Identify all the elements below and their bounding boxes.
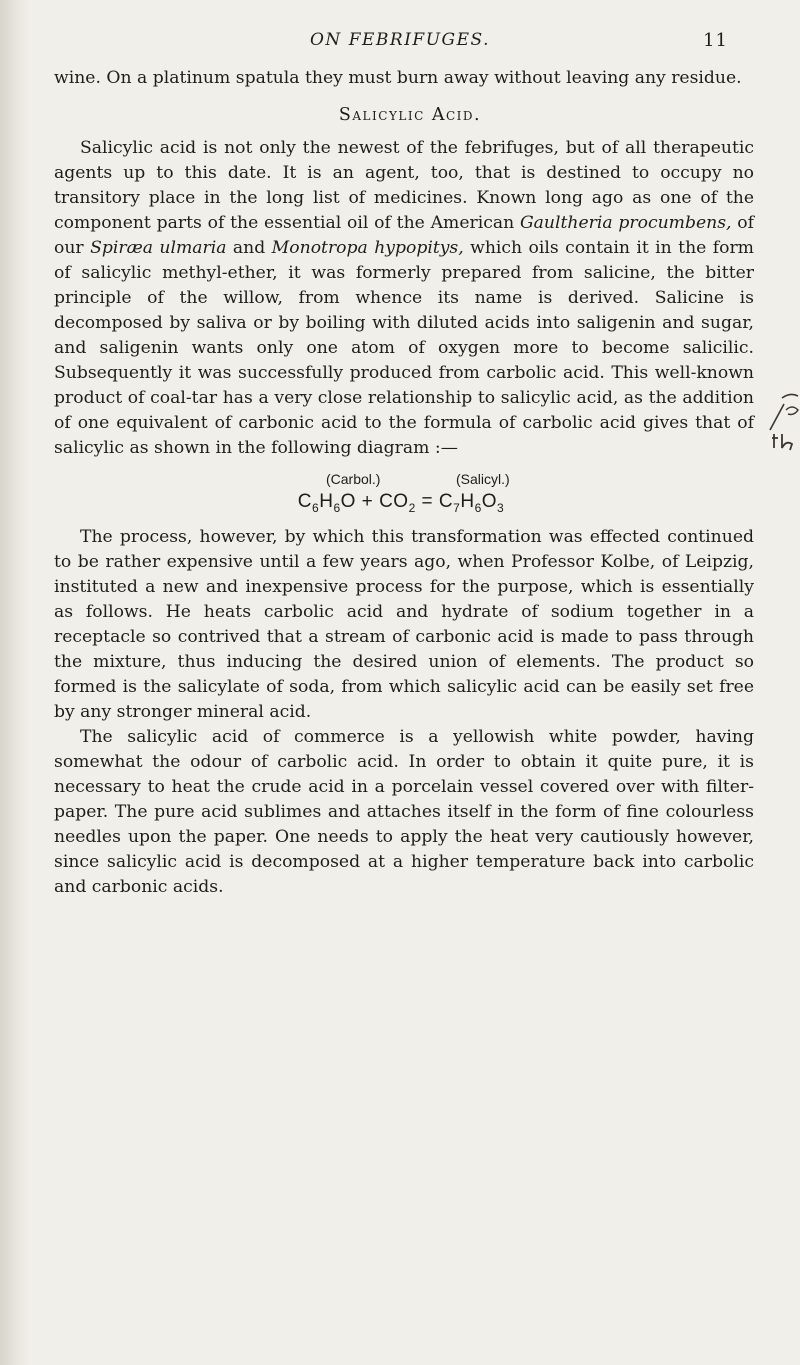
section-heading-text: Salicylic Acid. (338, 105, 482, 125)
text-run: which oils contain it in the form of salicylic methyl-ether, it was formerly prepared from salicine, the bitter principle of the willow, from whence its name is derived. Salicine is decomposed by saliva or by boiling with diluted acids into saligenin and sugar, and saligenin wants only one atom of oxygen more to become salicilic. Subsequently it was successfully produced from carbolic acid. This well-known product of coal-tar has a very close relationship to salicylic acid, as the addition of one equivalent of carbonic acid to the formula of carbolic acid gives that of salicylic as shown in the following diagram :— (54, 238, 754, 458)
formula-part: O (340, 491, 356, 512)
paragraph-kolbe-process: The process, however, by which this transformation was effected continued to be rather expensive until a few years ago, when Professor Kolbe, of Leipzig, instituted a new and inexpensive process for the purpose, which is essentially as follows. He heats carbolic acid and hydrate of sodium together in a receptacle so contrived that a stream of carbonic acid is made to pass through the mixture, thus inducing the desired union of elements. The product so formed is the salicylate of soda, from which salicylic acid can be easily set free by any stronger mineral acid. (54, 526, 754, 722)
formula-operator: = (415, 491, 439, 512)
pencil-stroke (770, 404, 784, 430)
formula-part: O (481, 491, 498, 512)
text-run: of our (54, 213, 754, 258)
pencil-stroke (782, 394, 798, 398)
formula-part: C (438, 491, 454, 512)
text-run: Salicylic acid is not only the newest of the febrifuges, but of all therapeutic agents up to this date. It is an agent, too, that is destined to occupy no transitory place in the long list of medicines. Known long ago as one of the component parts of the essential oil of the American (54, 138, 754, 233)
paragraph-salicylic-intro (54, 136, 754, 461)
paragraph-continued: wine. On a platinum spatula they must burn away without leaving any residue. (54, 68, 742, 88)
chemical-equation (48, 489, 754, 521)
pencil-stroke (772, 434, 792, 450)
body-text (54, 66, 754, 900)
binding-gutter (0, 0, 30, 1365)
formula-subscript: 3 (497, 500, 505, 515)
formula-subscript: 6 (333, 500, 341, 515)
italic-species: Spiræa ulmaria (90, 238, 227, 258)
formula-operator: + (355, 491, 380, 512)
handwritten-margin-note (760, 384, 800, 464)
page-header (0, 28, 800, 54)
page-number: 11 (703, 30, 728, 51)
formula-part: CO (379, 491, 409, 512)
formula-part: C (297, 491, 313, 512)
paragraph-commerce: The salicylic acid of commerce is a yellowish white powder, having somewhat the odour of carbolic acid. In order to obtain it quite pure, it is necessary to heat the crude acid in a porcelain vessel covered over with filter-paper. The pure acid sublimes and attaches itself in the form of fine colourless needles upon the paper. One needs to apply the heat very cautiously however, since salicylic acid is decomposed at a higher temperature back into carbolic and carbonic acids. (54, 726, 754, 897)
formula-labels (54, 467, 754, 489)
formula-part: H (319, 491, 334, 512)
formula-subscript: 6 (474, 500, 482, 515)
formula-subscript: 2 (408, 500, 416, 515)
italic-species: Gaultheria procumbens, (519, 213, 732, 233)
italic-species: Monotropa hypopitys, (271, 238, 464, 258)
pencil-stroke (786, 407, 798, 415)
formula-part: H (460, 491, 475, 512)
formula-label-salicyl: (Salicyl.) (456, 471, 510, 487)
formula-label-carbol: (Carbol.) (326, 471, 381, 487)
section-heading (54, 103, 754, 128)
formula-subscript: 7 (453, 500, 461, 515)
formula-diagram (54, 467, 754, 521)
text-run: and (226, 238, 272, 258)
formula-subscript: 6 (312, 500, 320, 515)
running-head: ON FEBRIFUGES. (310, 30, 490, 50)
